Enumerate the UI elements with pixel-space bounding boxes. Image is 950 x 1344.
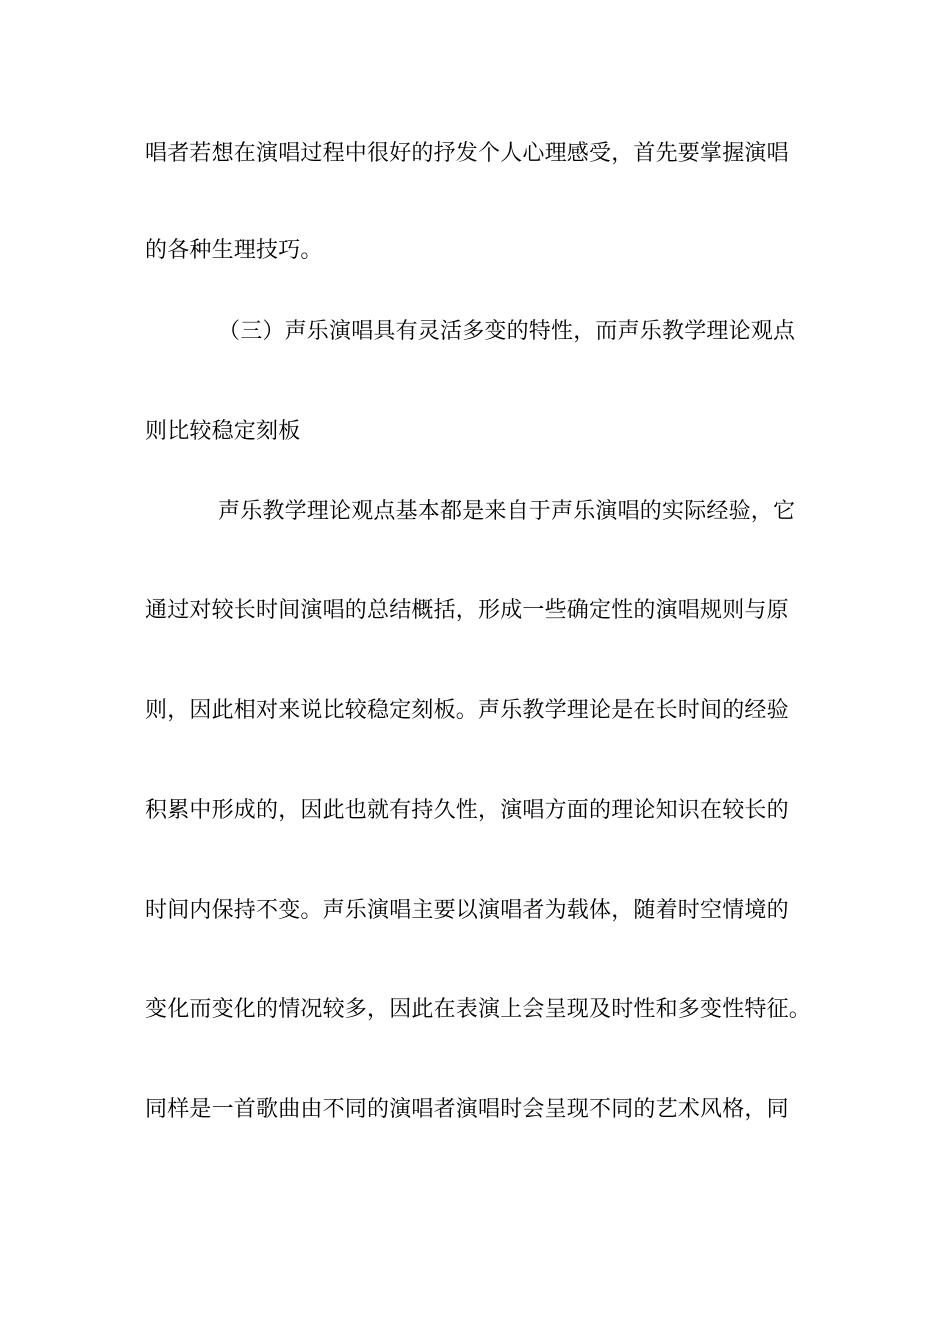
body-text-line: 积累中形成的，因此也就有持久性，演唱方面的理论知识在较长的 xyxy=(145,798,789,823)
body-text-line: 变化而变化的情况较多，因此在表演上会呈现及时性和多变性特征。 xyxy=(145,997,812,1022)
body-text-line: 声乐教学理论观点基本都是来自于声乐演唱的实际经验，它 xyxy=(218,499,796,524)
body-text-line: 时间内保持不变。声乐演唱主要以演唱者为载体，随着时空情境的 xyxy=(145,898,789,923)
body-text-line: 通过对较长时间演唱的总结概括，形成一些确定性的演唱规则与原 xyxy=(145,598,789,623)
section-heading-line: 则比较稳定刻板 xyxy=(145,419,301,444)
body-text-line: 同样是一首歌曲由不同的演唱者演唱时会呈现不同的艺术风格，同 xyxy=(145,1097,789,1122)
body-text-line: 的各种生理技巧。 xyxy=(145,238,323,263)
body-text-line: 则，因此相对来说比较稳定刻板。声乐教学理论是在长时间的经验 xyxy=(145,698,789,723)
body-text-line: 唱者若想在演唱过程中很好的抒发个人心理感受，首先要掌握演唱 xyxy=(145,141,789,166)
section-heading-line: （三）声乐演唱具有灵活多变的特性，而声乐教学理论观点 xyxy=(218,319,796,344)
